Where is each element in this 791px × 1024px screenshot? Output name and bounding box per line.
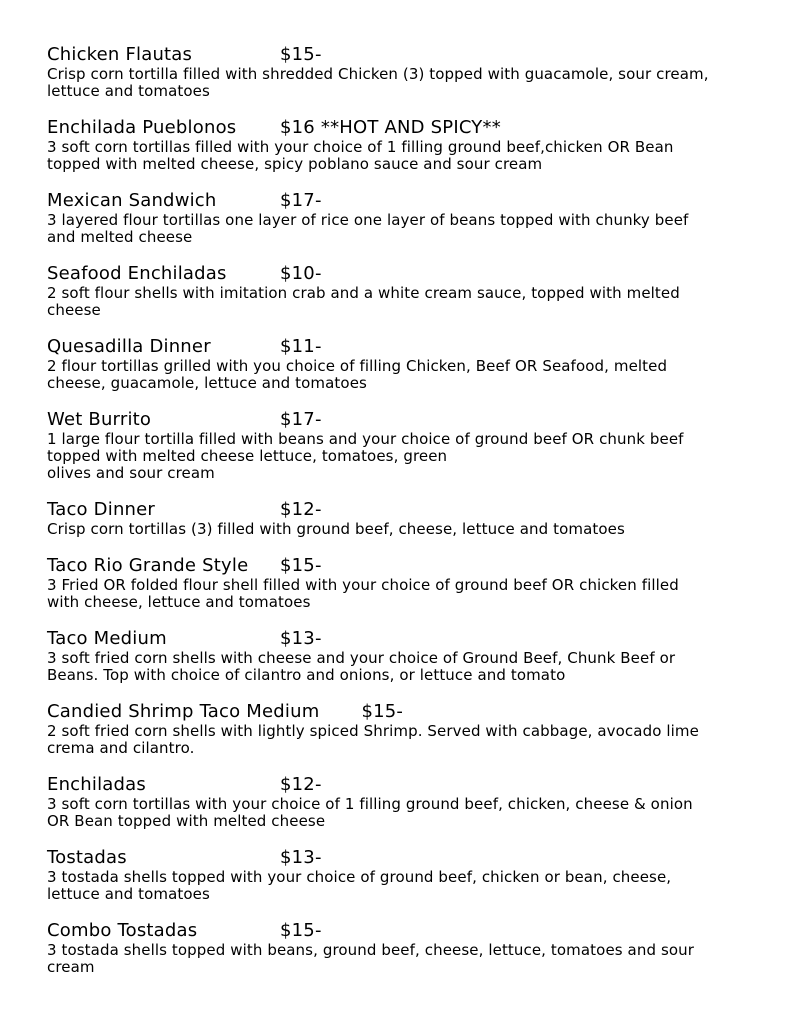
menu-item-header: [47, 263, 747, 285]
menu-item-name: Wet Burrito: [47, 409, 152, 430]
menu-item-taco-rio-grande-style: [47, 555, 747, 611]
menu-item-description: 2 soft flour shells with imitation crab and a white cream sauce, topped with melted cheese: [47, 284, 680, 319]
menu-item-mexican-sandwich: [47, 190, 747, 246]
menu-item-header: [47, 44, 747, 66]
menu-item-price: $15-: [280, 920, 322, 941]
menu-item-header: [47, 847, 747, 869]
menu-item-price: $12-: [280, 774, 322, 795]
menu-item-price: $12-: [280, 499, 322, 520]
menu-item-description: 3 soft corn tortillas with your choice of 1 filling ground beef, chicken, cheese & onion OR Bean topped with melted cheese: [47, 795, 693, 830]
menu-item-wet-burrito: [47, 409, 747, 482]
menu-item-description: 3 tostada shells topped with your choice of ground beef, chicken or bean, cheese, lettuce and tomatoes: [47, 868, 672, 903]
menu-item-price: $13-: [280, 847, 322, 868]
menu-item-tostadas: [47, 847, 747, 903]
menu-item-name: Quesadilla Dinner: [47, 336, 211, 357]
menu-list: [47, 44, 747, 993]
menu-item-name: Tostadas: [47, 847, 127, 868]
menu-item-price: $16 **HOT AND SPICY**: [280, 117, 501, 138]
menu-item-description: Crisp corn tortillas (3) filled with ground beef, cheese, lettuce and tomatoes: [47, 520, 625, 538]
menu-item-name: Chicken Flautas: [47, 44, 193, 65]
menu-item-header: [47, 336, 747, 358]
menu-item-combo-tostadas: [47, 920, 747, 976]
menu-item-description: 2 flour tortillas grilled with you choice of filling Chicken, Beef OR Seafood, melted cheese, guacamole, lettuce and tomatoes: [47, 357, 668, 392]
menu-item-header: [47, 701, 747, 723]
menu-item-price: $15-: [280, 555, 322, 576]
menu-item-price: $13-: [280, 628, 322, 649]
menu-item-header: [47, 774, 747, 796]
menu-item-name: Enchiladas: [47, 774, 146, 795]
menu-item-name: Candied Shrimp Taco Medium: [47, 701, 320, 722]
menu-item-header: [47, 499, 747, 521]
menu-item-candied-shrimp-taco-medium: [47, 701, 747, 757]
menu-item-header: [47, 920, 747, 942]
menu-item-description: 1 large flour tortilla filled with beans and your choice of ground beef OR chunk beef topped with melted cheese lettuce, tomatoes, green olives and sour cream: [47, 430, 684, 482]
menu-item-taco-dinner: [47, 499, 747, 538]
menu-item-price: $17-: [280, 409, 322, 430]
menu-item-enchilada-pueblonos: [47, 117, 747, 173]
menu-item-enchiladas: [47, 774, 747, 830]
menu-item-header: [47, 117, 747, 139]
menu-item-header: [47, 409, 747, 431]
menu-item-name: Combo Tostadas: [47, 920, 198, 941]
menu-item-description: 2 soft fried corn shells with lightly spiced Shrimp. Served with cabbage, avocado lime crema and cilantro.: [47, 722, 699, 757]
menu-item-price: $17-: [280, 190, 322, 211]
menu-item-price: $15-: [361, 701, 404, 722]
menu-item-quesadilla-dinner: [47, 336, 747, 392]
menu-item-description: 3 tostada shells topped with beans, ground beef, cheese, lettuce, tomatoes and sour cream: [47, 941, 695, 976]
menu-item-header: [47, 555, 747, 577]
menu-item-name: Taco Dinner: [47, 499, 156, 520]
menu-item-name: Enchilada Pueblonos: [47, 117, 237, 138]
menu-item-taco-medium: [47, 628, 747, 684]
menu-item-name: Mexican Sandwich: [47, 190, 217, 211]
menu-item-description: Crisp corn tortilla filled with shredded Chicken (3) topped with guacamole, sour cream, lettuce and tomatoes: [47, 65, 709, 100]
menu-item-price: $11-: [280, 336, 322, 357]
menu-item-price: $10-: [280, 263, 322, 284]
menu-item-description: 3 layered flour tortillas one layer of rice one layer of beans topped with chunky beef and melted cheese: [47, 211, 689, 246]
menu-item-name: Taco Rio Grande Style: [47, 555, 249, 576]
menu-item-header: [47, 628, 747, 650]
menu-item-description: 3 Fried OR folded flour shell filled with your choice of ground beef OR chicken filled with cheese, lettuce and tomatoes: [47, 576, 679, 611]
menu-item-name: Seafood Enchiladas: [47, 263, 227, 284]
menu-item-header: [47, 190, 747, 212]
menu-item-seafood-enchiladas: [47, 263, 747, 319]
menu-item-chicken-flautas: [47, 44, 747, 100]
menu-item-description: 3 soft corn tortillas filled with your choice of 1 filling ground beef,chicken OR Bean topped with melted cheese, spicy poblano sauce and sour cream: [47, 138, 674, 173]
menu-item-description: 3 soft fried corn shells with cheese and your choice of Ground Beef, Chunk Beef or Beans. Top with choice of cilantro and onions, or lettuce and tomato: [47, 649, 676, 684]
menu-item-name: Taco Medium: [47, 628, 167, 649]
menu-item-price: $15-: [280, 44, 322, 65]
